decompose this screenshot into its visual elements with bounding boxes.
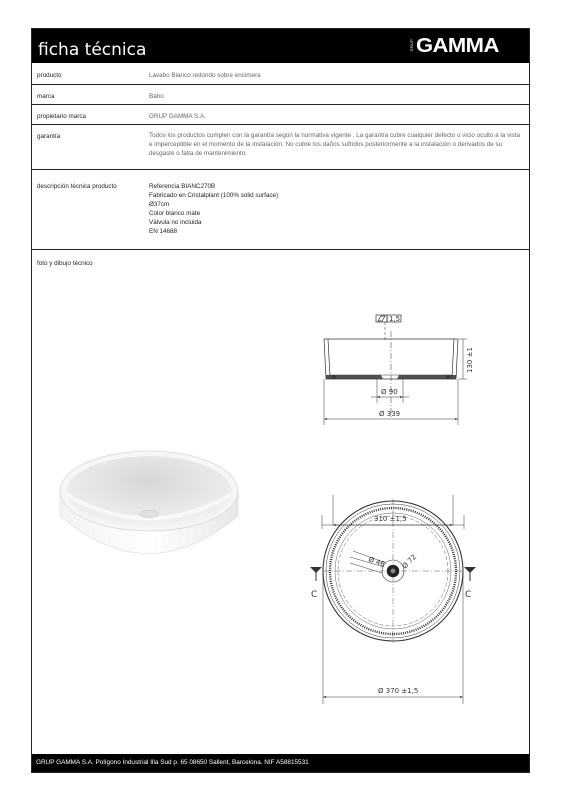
header-bar: [32, 29, 529, 63]
side-section-drawing: [315, 311, 475, 433]
owner-value: GRUP GAMMA S.A.: [149, 113, 206, 120]
inner-72-label: Ø 72: [400, 552, 419, 571]
flatness-label: 1,5: [389, 315, 401, 323]
inner-46-label: Ø 46: [367, 555, 386, 569]
product-label: producto: [37, 72, 62, 79]
top-width-label: 310 ±1,5: [374, 515, 407, 523]
description-lines: [149, 182, 524, 236]
outer-diameter-label: Ø 339: [379, 410, 401, 418]
owner-row: [32, 105, 529, 125]
warranty-row: [32, 125, 529, 170]
description-row: [32, 170, 529, 250]
section-marker-left: C: [311, 590, 318, 600]
description-line: Ø37cm: [149, 201, 170, 208]
brand-name: GAMMA: [416, 35, 499, 57]
bottom-diameter-label: Ø 370 ±1,5: [378, 687, 419, 695]
drawing-label: foto y dibujo técnico: [37, 260, 93, 267]
brand-logo: [409, 37, 524, 55]
top-view-drawing: [298, 489, 493, 714]
height-label: 130 ±1: [466, 347, 474, 373]
description-line: Fabricado en Cristalplant (100% solid surface): [149, 192, 279, 199]
basin-photo: [52, 421, 247, 551]
warranty-label: garantía: [37, 133, 61, 140]
owner-label: propietario marca: [37, 113, 86, 120]
footer-bar: GRUP GAMMA S.A. Polígono Industrial Illa Sud p. 65 08650 Sallent, Barcelona. NIF A58815531: [32, 754, 529, 772]
brand-row: [32, 85, 529, 105]
description-label: descripción técnica producto: [37, 183, 117, 190]
brand-value: Baho: [149, 93, 164, 100]
description-line: Válvula no incluida: [149, 219, 202, 226]
section-marker-right: C: [465, 590, 472, 600]
product-value: Lavabo Bianco redondo sobre encimera: [149, 72, 261, 79]
description-line: Referencia BIANC270B: [149, 183, 216, 190]
technical-sheet: [31, 28, 530, 773]
product-row: [32, 63, 529, 85]
drain-diameter-label: Ø 90: [381, 388, 398, 396]
brand-label: marca: [37, 93, 55, 100]
description-line: Color blanco mate: [149, 210, 201, 217]
page-title: ficha técnica: [38, 40, 147, 60]
warranty-value: Todos los productos cumplen con la garantía según la normativa vigente . La garantía cubre cualquier defecto o vicio oculto a la vista e imperceptible en el momento de la instalación. No cubre los daños sufridos posteriormente a la instalación o derivados de su desgaste o falta de mantenimiento.: [149, 132, 521, 157]
brand-prefix: GRUP: [409, 39, 414, 52]
description-line: EN 14688: [149, 228, 178, 235]
